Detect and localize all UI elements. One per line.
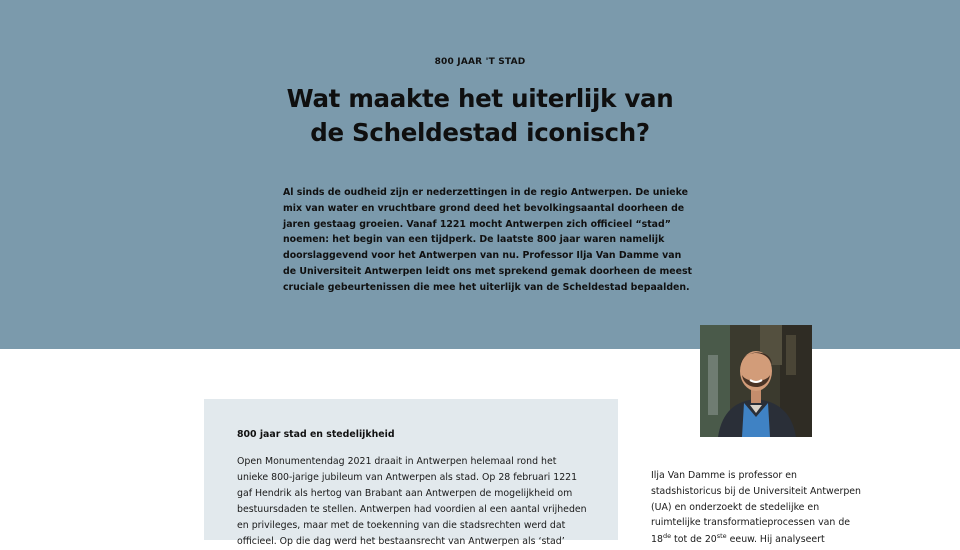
- bio-century-end: 20: [704, 534, 717, 546]
- section-kicker: 800 JAAR 'T STAD: [434, 57, 526, 67]
- info-box-heading: 800 jaar stad en stedelijkheid: [237, 429, 395, 440]
- bio-text: Ilja Van Damme is professor en stadshistoricus bij de Universiteit Antwerpen (UA) en onderzoekt de stedelijke en ruimtelijke transformatieprocessen van de: [651, 470, 861, 529]
- portrait-photo: [700, 325, 812, 437]
- info-box-body: Open Monumentendag 2021 draait in Antwerpen helemaal rond het unieke 800-jarige jubileum van Antwerpen als stad. Op 28 februari 1221 gaf Hendrik als hertog van Brabant aan Antwerpen de mogelijkheid om bestuursdaden te stellen. Antwerpen had voordien al een aantal vrijheden en privileges, maar met de toekenning van die stadsrechten werd dat officieel. Op die dag werd het bestaansrecht van Antwerpen als ‘stad’: [237, 456, 587, 547]
- bio-tail: eeuw. Hij analyseert: [726, 534, 825, 546]
- bio-connector: tot de: [671, 534, 705, 546]
- bio-century-end-suffix: ste: [716, 532, 727, 541]
- bio-century-start: 18: [651, 534, 663, 546]
- portrait-illustration: [700, 325, 812, 437]
- author-bio: [651, 468, 866, 548]
- info-box: [204, 399, 618, 547]
- intro-paragraph: Al sinds de oudheid zijn er nederzettingen in de regio Antwerpen. De unieke mix van water en vruchtbare grond deed het bevolkingsaantal doorheen de jaren gestaag groeien. Vanaf 1221 mocht Antwerpen zich officieel “stad” noemen: het begin van een tijdperk. De laatste 800 jaar waren namelijk doorslaggevend voor het Antwerpen van nu. Professor Ilja Van Damme van de Universiteit Antwerpen leidt ons met sprekend gemak doorheen de meest cruciale gebeurtenissen die mee het uiterlijk van de Scheldestad bepaalden.: [283, 187, 693, 293]
- bio-century-start-suffix: de: [662, 532, 672, 541]
- page-title: Wat maakte het uiterlijk van de Scheldestad iconisch?: [286, 84, 674, 147]
